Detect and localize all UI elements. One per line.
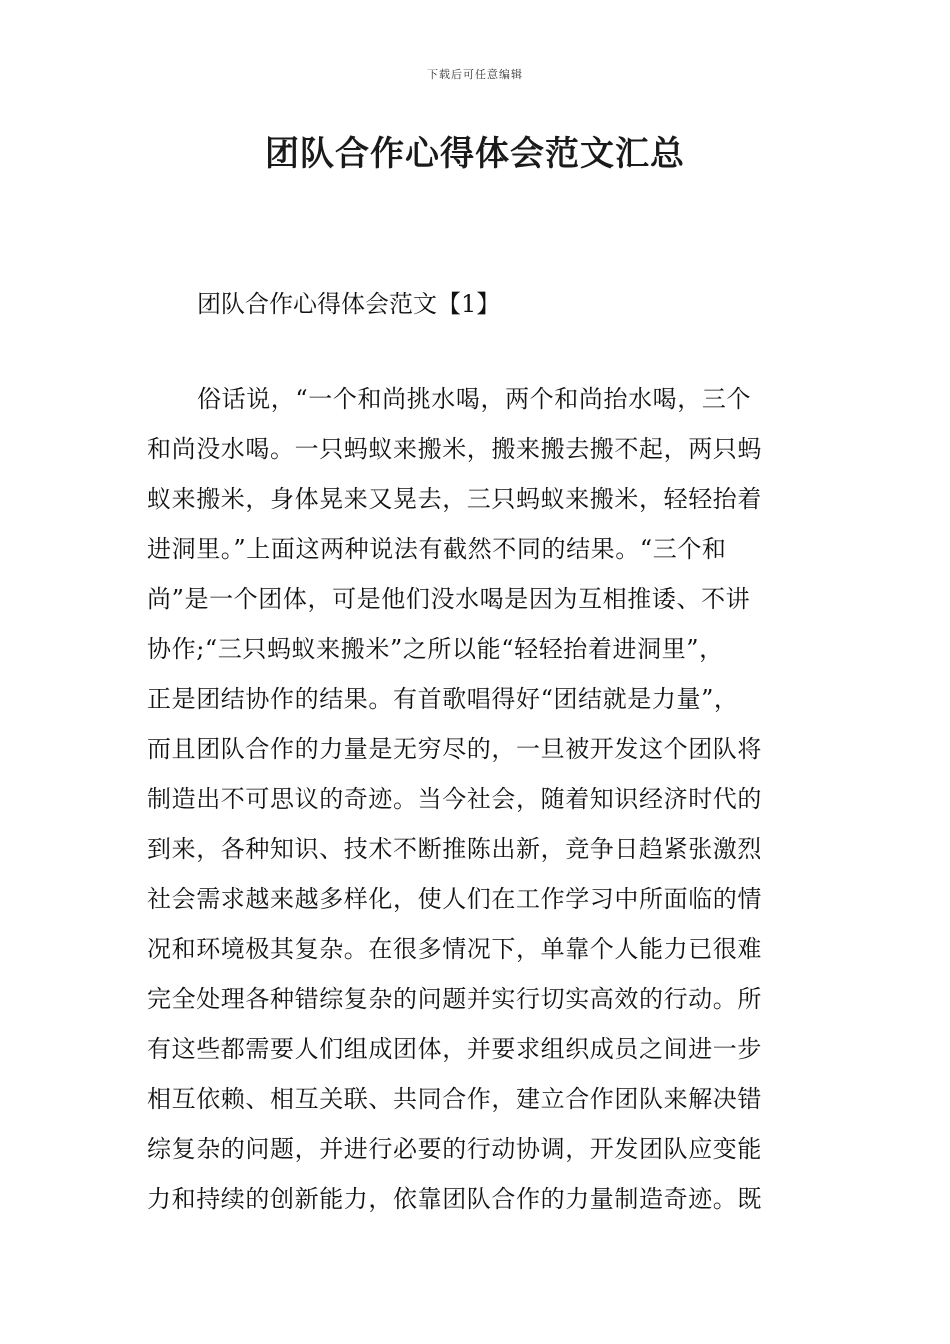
paragraph-line: 况和环境极其复杂。在很多情况下，单靠个人能力已很难 bbox=[147, 935, 762, 963]
header-note: 下载后可任意编辑 bbox=[427, 68, 523, 81]
paragraph-line: 到来，各种知识、技术不断推陈出新，竞争日趋紧张激烈 bbox=[147, 835, 762, 863]
paragraph-line: 进洞里。”上面这两种说法有截然不同的结果。“三个和 bbox=[147, 535, 727, 563]
paragraph-line: 蚁来搬米，身体晃来又晃去，三只蚂蚁来搬米，轻轻抬着 bbox=[147, 485, 762, 513]
paragraph-line: 综复杂的问题，并进行必要的行动协调，开发团队应变能 bbox=[147, 1135, 762, 1163]
body-paragraph bbox=[147, 374, 807, 1224]
paragraph-line: 和尚没水喝。一只蚂蚁来搬米，搬来搬去搬不起，两只蚂 bbox=[147, 435, 762, 463]
document-title: 团队合作心得体会范文汇总 bbox=[265, 134, 685, 174]
paragraph-line: 社会需求越来越多样化，使人们在工作学习中所面临的情 bbox=[147, 885, 762, 913]
paragraph-line: 完全处理各种错综复杂的问题并实行切实高效的行动。所 bbox=[147, 985, 762, 1013]
paragraph-line: 而且团队合作的力量是无穷尽的，一旦被开发这个团队将 bbox=[147, 735, 762, 763]
paragraph-line: 力和持续的创新能力，依靠团队合作的力量制造奇迹。既 bbox=[147, 1185, 762, 1213]
paragraph-line: 协作;“三只蚂蚁来搬米”之所以能“轻轻抬着进洞里”， bbox=[147, 635, 724, 663]
paragraph-line: 相互依赖、相互关联、共同合作，建立合作团队来解决错 bbox=[147, 1085, 762, 1113]
paragraph-line: 有这些都需要人们组成团体，并要求组织成员之间进一步 bbox=[147, 1035, 762, 1063]
section-heading: 团队合作心得体会范文【1】 bbox=[197, 290, 501, 318]
paragraph-line: 尚”是一个团体，可是他们没水喝是因为互相推诿、不讲 bbox=[147, 585, 751, 613]
paragraph-line: 俗话说，“一个和尚挑水喝，两个和尚抬水喝，三个 bbox=[197, 385, 752, 413]
paragraph-line: 制造出不可思议的奇迹。当今社会，随着知识经济时代的 bbox=[147, 785, 762, 813]
paragraph-line: 正是团结协作的结果。有首歌唱得好“团结就是力量”， bbox=[147, 685, 739, 713]
